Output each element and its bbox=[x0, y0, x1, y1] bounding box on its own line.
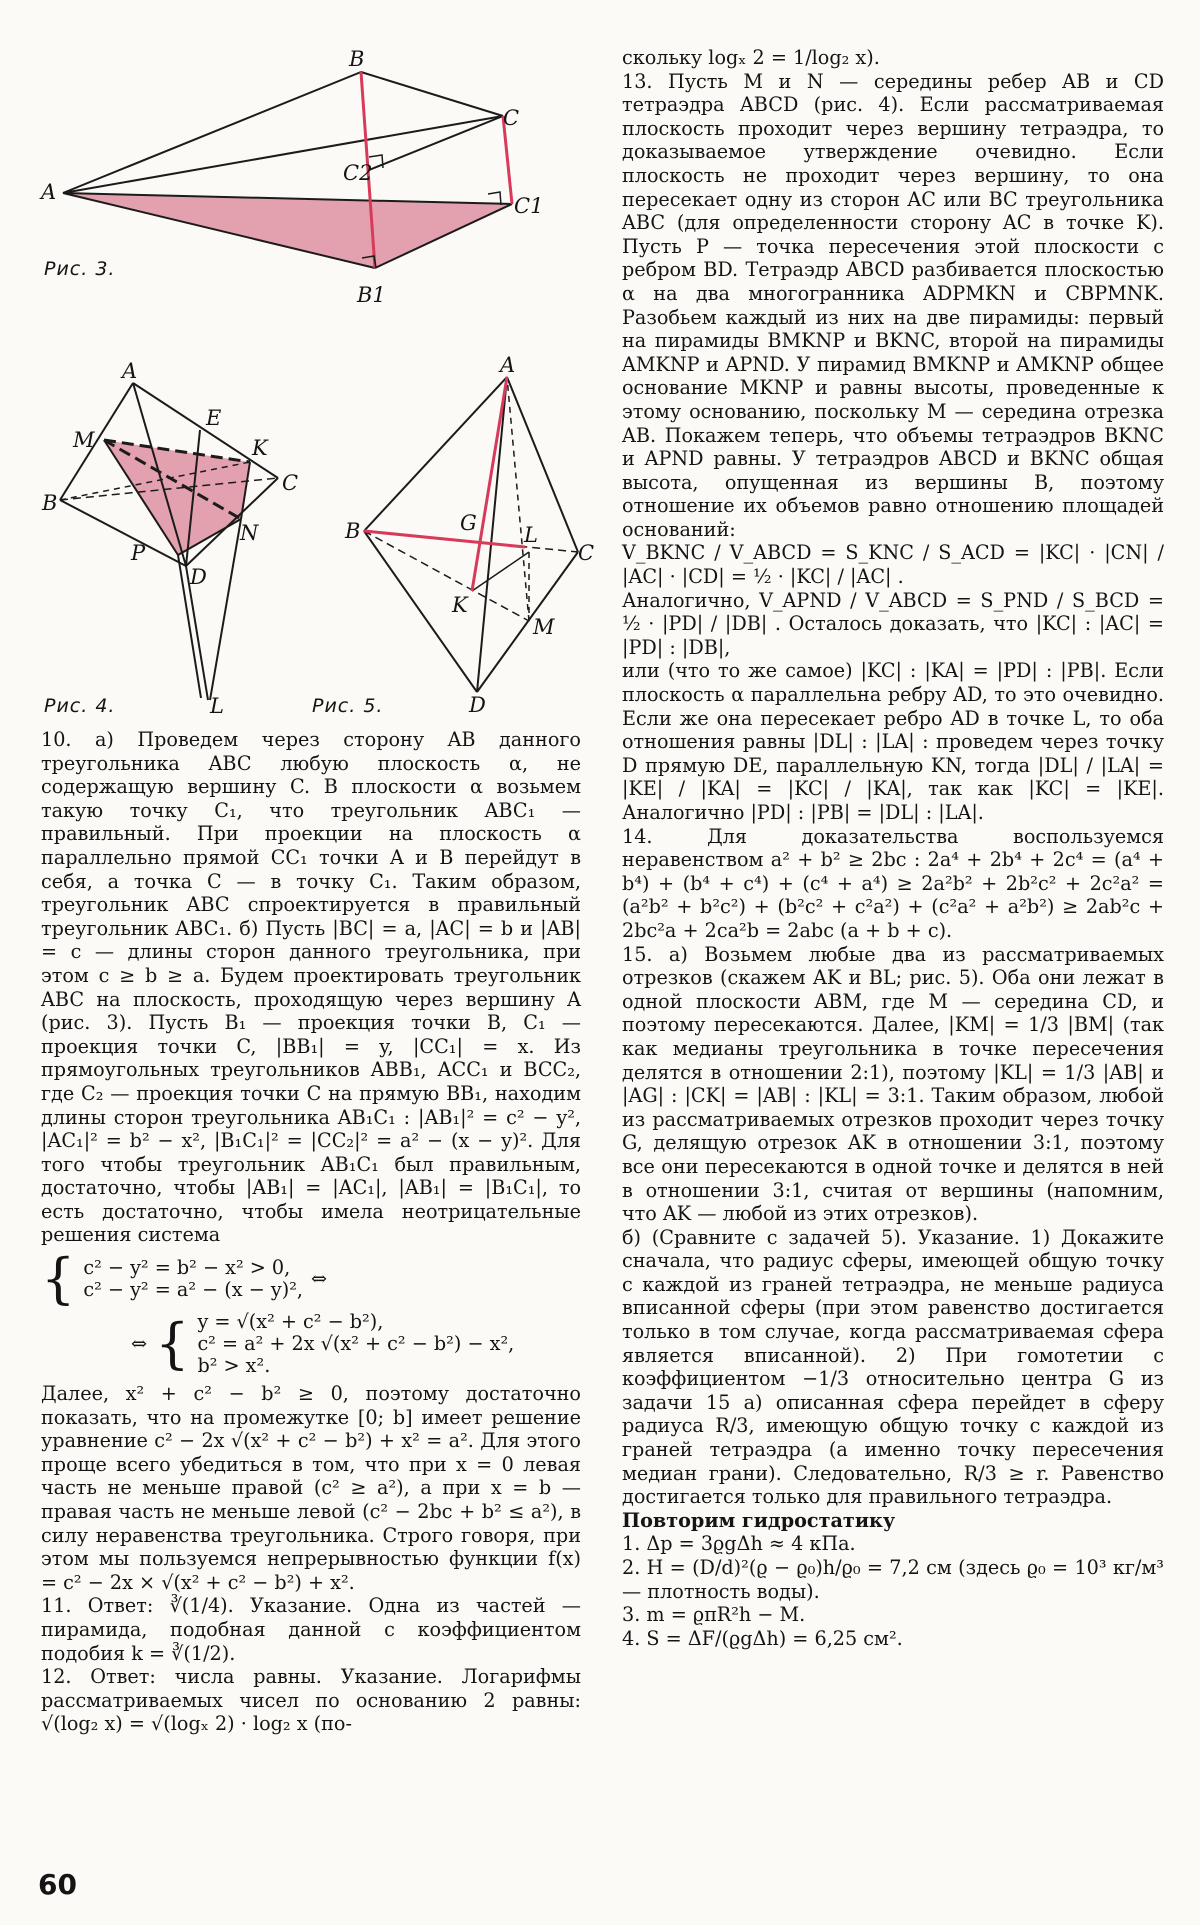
hydro-answer-1: 1. Δp = 3ϱgΔh ≈ 4 кПа. bbox=[622, 1532, 856, 1556]
problem-12-end: скольку logₓ 2 = 1/log₂ x). bbox=[622, 46, 880, 69]
equivalence-sign: ⇔ bbox=[311, 1267, 328, 1291]
system-1 bbox=[41, 1247, 581, 1311]
problem-13-continuation: или (что то же самое) |KC| : |KA| = |PD| : |PB|. Если плоскость α параллельна ребру AD, то это очевидно. Если же она пересекает ребро AD в точке L, то оба отношения равны |DL| : |LA| : проведем через точку D прямую DE, параллельную KN, тогда |DL| / |LA| = |KE| / |KA| = |KC| / |KA|, так как |KC| = |KE|. Аналогично |PD| : |PB| = |DL| : |LA|. bbox=[622, 659, 1164, 824]
equivalence-sign-2: ⇔ bbox=[131, 1332, 148, 1356]
figure-3-caption: Рис. 3. bbox=[44, 258, 116, 280]
system-2-line-2: c² = a² + 2x √(x² + c² − b²) − x², bbox=[197, 1332, 515, 1356]
fig4-label-m: M bbox=[73, 428, 95, 452]
formula-volume-ratio: V_BKNC / V_ABCD = S_KNC / S_ACD = |KC| · |CN| / |AC| · |CD| = ½ · |KC| / |AC| . bbox=[622, 541, 1164, 589]
problem-13-text: 13. Пусть M и N — середины ребер AB и CD тетраэдра ABCD (рис. 4). Если рассматриваемая плоскость проходит через вершину тетраэдра, то доказываемое утверждение очевидно. Если плоскость не проходит через вершину, то она пересекает одну из сторон AC или BC треугольника ABC (для определенности сторону AC в точке K). Пусть P — точка пересечения этой плоскости с ребром BD. Тетраэдр ABCD разбивается плоскостью α на два многогранника ADPMKN и CBPMNK. Разобьем каждый из них на две пирамиды: первый на пирамиды BMKNP и BKNC, второй на пирамиды AMKNP и APND. У пирамид BMKNP и AMKNP общее основание MKNP и равны высоты, проведенные к этому основанию, поскольку M — середина отрезка AB. Покажем теперь, что объемы тетраэдров BKNC и APND равны. У тетраэдров ABCD и BKNC общая высота, опущенная из вершины B, поэтому отношение их объемов равно отношению площадей оснований: bbox=[622, 69, 1164, 541]
fig4-label-l: L bbox=[210, 694, 224, 718]
fig4-label-p: P bbox=[131, 541, 146, 565]
left-column bbox=[41, 728, 581, 1736]
problem-14-text: 14. Для доказательства воспользуемся неравенством a² + b² ≥ 2bc : 2a⁴ + 2b⁴ + 2c⁴ = (a⁴ + b⁴) + (b⁴ + c⁴) + (c⁴ + a⁴) ≥ 2a²b² + 2b²c² + 2c²a² = (a²b² + b²c²) + (b²c² + c²a²) + (c²a² + a²b²) ≥ 2ab²c + 2bc²a + 2ca²b = 2abc (a + b + c). bbox=[622, 824, 1164, 942]
fig3-label-c2: C2 bbox=[343, 161, 373, 185]
section-title-hydrostatics: Повторим гидростатику bbox=[622, 1508, 896, 1532]
system-brace-2: { bbox=[155, 1312, 190, 1376]
fig5-label-a: A bbox=[500, 353, 516, 377]
fig5-label-g: G bbox=[460, 511, 477, 535]
fig5-label-d: D bbox=[469, 693, 486, 717]
fig4-label-e: E bbox=[206, 406, 222, 430]
fig4-label-n: N bbox=[240, 521, 259, 545]
problem-12-text: 12. Ответ: числа равны. Указание. Логарифмы рассматриваемых чисел по основанию 2 равны: √(log₂ x) = √(logₓ 2) · log₂ x (по- bbox=[41, 1665, 581, 1736]
system-1-line-1: c² − y² = b² − x² > 0, bbox=[83, 1256, 291, 1280]
fig3-label-b: B bbox=[349, 47, 365, 71]
fig5-label-l: L bbox=[524, 523, 538, 547]
figure-4-caption: Рис. 4. bbox=[44, 695, 116, 717]
fig3-label-a: A bbox=[41, 180, 57, 204]
fig3-label-c: C bbox=[503, 106, 520, 130]
system-2-line-1: y = √(x² + c² − b²), bbox=[197, 1310, 384, 1334]
hydro-answer-4: 4. S = ΔF/(ϱgΔh) = 6,25 см². bbox=[622, 1626, 903, 1650]
system-1-line-2: c² − y² = a² − (x − y)², bbox=[83, 1278, 303, 1302]
system-2 bbox=[131, 1311, 581, 1377]
fig4-label-d: D bbox=[190, 565, 207, 589]
fig4-label-c: C bbox=[282, 471, 299, 495]
system-2-line-3: b² > x². bbox=[197, 1354, 271, 1378]
fig5-label-m: M bbox=[533, 615, 555, 639]
fig4-label-k: K bbox=[252, 436, 268, 460]
hydro-answer-2: 2. H = (D/d)²(ϱ − ϱ₀)h/ϱ₀ = 7,2 см (здесь ϱ₀ = 10³ кг/м³ — плотность воды). bbox=[622, 1556, 1164, 1603]
right-column bbox=[622, 46, 1164, 1650]
fig3-label-b1: B1 bbox=[357, 283, 386, 307]
hydro-answer-3: 3. m = ϱπR²h − M. bbox=[622, 1603, 806, 1627]
problem-15a-text: 15. а) Возьмем любые два из рассматриваемых отрезков (скажем AK и BL; рис. 5). Оба они лежат в одной плоскости ABM, где M — середина CD, и поэтому пересекаются. Далее, |KM| = 1/3 |BM| (так как медианы треугольника в точке пересечения делятся в отношении 2:1), поэтому |KL| = 1/3 |AB| и |AG| : |CK| = |AB| : |KL| = 3:1. Таким образом, любой из рассматриваемых отрезков проходит через точку G, делящую отрезок AK в отношении 3:1, поэтому все они пересекаются в одной точке и делятся в ней в отношении 3:1, считая от вершины (напомним, что AK — любой из этих отрезков). bbox=[622, 942, 1164, 1226]
fig4-label-b: B bbox=[42, 491, 58, 515]
problem-10-text: 10. а) Проведем через сторону AB данного треугольника ABC любую плоскость α, не содержащую вершину C. В плоскости α возьмем такую точку C₁, что треугольник ABC₁ — правильный. При проекции на плоскость α параллельно прямой CC₁ точки A и B перейдут в себя, а точка C — в точку C₁. Таким образом, треугольник ABC спроектируется в правильный треугольник ABC₁. б) Пусть |BC| = a, |AC| = b и |AB| = c — длины сторон данного треугольника, при этом c ≥ b ≥ a. Будем проектировать треугольник ABC на плоскость, проходящую через вершину A (рис. 3). Пусть B₁ — проекция точки B, C₁ — проекция точки C, |BB₁| = y, |CC₁| = x. Из прямоугольных треугольников ABB₁, ACC₁ и BCC₂, где C₂ — проекция точки C на прямую BB₁, находим длины сторон треугольника AB₁C₁ : |AB₁|² = c² − y², |AC₁|² = b² − x², |B₁C₁|² = |CC₂|² = a² − (x − y)². Для того чтобы треугольник AB₁C₁ был правильным, достаточно, чтобы |AB₁| = |AC₁|, |AB₁| = |B₁C₁|, то есть достаточно, чтобы имела неотрицательные решения система bbox=[41, 728, 581, 1247]
page-number: 60 bbox=[38, 1868, 77, 1901]
fig5-label-b: B bbox=[345, 519, 361, 543]
formula-analogous: Аналогично, V_APND / V_ABCD = S_PND / S_BCD = ½ · |PD| / |DB| . Осталось доказать, что |KC| : |AC| = |PD| : |DB|, bbox=[622, 588, 1164, 659]
system-brace: { bbox=[41, 1247, 76, 1311]
fig5-label-k: K bbox=[452, 593, 468, 617]
problem-10-continuation: Далее, x² + c² − b² ≥ 0, поэтому достаточно показать, что на промежутке [0; b] имеет решение уравнение c² − 2x √(x² + c² − b²) + x² = a². Для этого проще всего убедиться в том, что при x = 0 левая часть не меньше правой (c² ≥ a²), а при x = b — правая часть не меньше левой (c² − 2bc + b² ≤ a²), в силу неравенства треугольника. Строго говоря, при этом мы пользуемся непрерывностью функции f(x) = c² − 2x × √(x² + c² − b²) + x². bbox=[41, 1382, 581, 1594]
problem-15b-text: б) (Сравните с задачей 5). Указание. 1) Докажите сначала, что радиус сферы, имеющей общую точку с каждой из граней тетраэдра, не меньше радиуса вписанной сферы (при этом равенство достигается только в том случае, когда рассматриваемая сфера является вписанной). 2) При гомотетии с коэффициентом −1/3 относительно центра G из задачи 15 а) описанная сфера перейдет в сферу радиуса R/3, имеющую общую точку с каждой из граней тетраэдра (а именно точку пересечения медиан грани). Следовательно, R/3 ≥ r. Равенство достигается только для правильного тетраэдра. bbox=[622, 1225, 1164, 1509]
figure-5-caption: Рис. 5. bbox=[312, 695, 384, 717]
problem-11-text: 11. Ответ: ∛(1/4). Указание. Одна из частей — пирамида, подобная данной с коэффициентом подобия k = ∛(1/2). bbox=[41, 1594, 581, 1665]
fig4-label-a: A bbox=[122, 359, 138, 383]
fig3-label-c1: C1 bbox=[514, 194, 544, 218]
fig5-label-c: C bbox=[578, 541, 595, 565]
figure-5 bbox=[0, 0, 600, 720]
